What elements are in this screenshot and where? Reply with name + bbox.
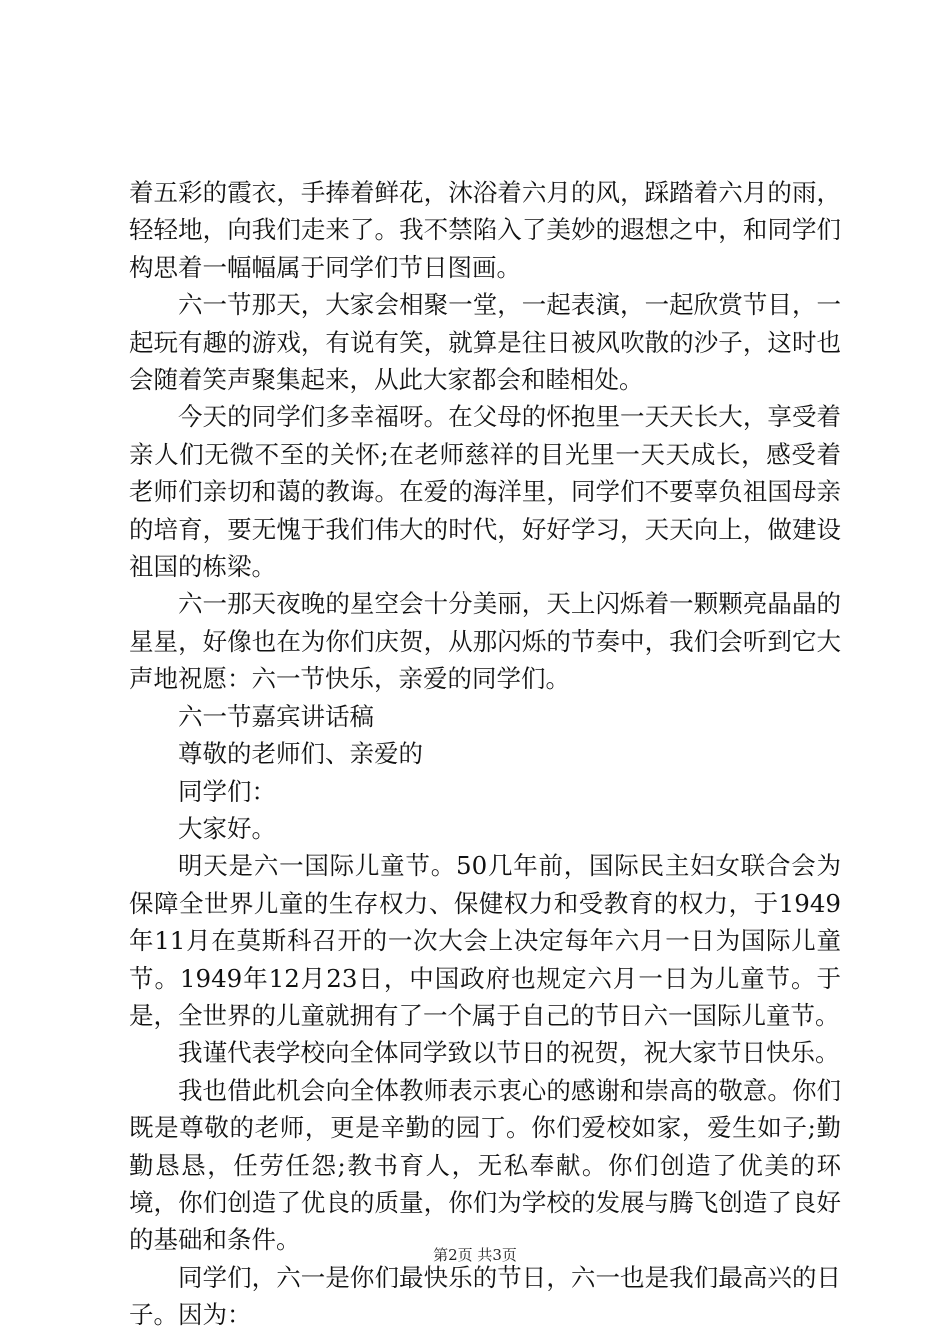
paragraph: 今天的同学们多幸福呀。在父母的怀抱里一天天长大，享受着亲人们无微不至的关怀;在老师慈祥的目光里一天天成长，感受着老师们亲切和蔼的教诲。在爱的海洋里，同学们不要辜负祖国母亲的培育，要无愧于我们伟大的时代，好好学习，天天向上，做建设祖国的栋梁。 — [129, 402, 841, 582]
salutation-line: 尊敬的老师们、亲爱的 — [178, 739, 423, 769]
paragraph: 六一那天夜晚的星空会十分美丽，天上闪烁着一颗颗亮晶晶的星星，好像也在为你们庆贺，从那闪烁的节奏中，我们会听到它大声地祝愿：六一节快乐，亲爱的同学们。 — [129, 589, 841, 694]
paragraph: 同学们，六一是你们最快乐的节日，六一也是我们最高兴的日子。因为： — [129, 1262, 841, 1330]
page-footer: 第2页 共3页 — [433, 1246, 517, 1264]
paragraph: 六一节那天，大家会相聚一堂，一起表演，一起欣赏节目，一起玩有趣的游戏，有说有笑，就算是往日被风吹散的沙子，这时也会随着笑声聚集起来，从此大家都会和睦相处。 — [129, 290, 841, 395]
salutation-line: 同学们： — [178, 776, 276, 806]
paragraph: 我谨代表学校向全体同学致以节日的祝贺，祝大家节日快乐。 — [178, 1038, 840, 1068]
document-body — [129, 174, 841, 1334]
paragraph: 我也借此机会向全体教师表示衷心的感谢和崇高的敬意。你们既是尊敬的老师，更是辛勤的园丁。你们爱校如家，爱生如子;勤勤恳恳，任劳任怨;教书育人，无私奉献。你们创造了优美的环境，你们创造了优良的质量，你们为学校的发展与腾飞创造了良好的基础和条件。 — [129, 1075, 841, 1255]
greeting-line: 大家好。 — [178, 813, 276, 843]
section-title: 六一节嘉宾讲话稿 — [178, 701, 374, 731]
paragraph-continuation: 着五彩的霞衣，手捧着鲜花，沐浴着六月的风，踩踏着六月的雨，轻轻地，向我们走来了。我不禁陷入了美妙的遐想之中，和同学们构思着一幅幅属于同学们节日图画。 — [129, 178, 841, 282]
paragraph: 明天是六一国际儿童节。50几年前，国际民主妇女联合会为保障全世界儿童的生存权力、保健权力和受教育的权力，于1949年11月在莫斯科召开的一次大会上决定每年六月一日为国际儿童节。1949年12月23日，中国政府也规定六月一日为儿童节。于是，全世界的儿童就拥有了一个属于自己的节日六一国际儿童节。 — [129, 851, 841, 1030]
